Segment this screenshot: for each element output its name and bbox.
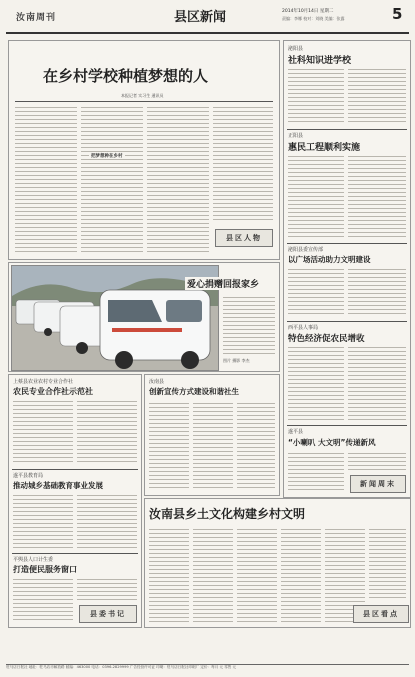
bottom-section-tag: 县区看点: [353, 605, 409, 623]
photo-caption-text: [223, 295, 275, 355]
right-item-1-kicker: 泌阳县: [288, 46, 304, 52]
right-item-4-text-a: [288, 345, 344, 421]
page-number: 5: [392, 5, 403, 23]
lead-text-col-1: [15, 105, 77, 253]
right-item-3-text-b: [348, 267, 406, 317]
right-item-2-text-b: [348, 154, 406, 240]
bottom-text-b: [193, 527, 233, 623]
lead-text-col-3: [147, 105, 209, 253]
right-item-3-headline: 以广场活动助力文明建设: [288, 255, 371, 264]
left-item-2-headline: 推动城乡基础教育事业发展: [13, 481, 103, 490]
bottom-text-f: [369, 527, 406, 601]
right-column: [283, 40, 411, 498]
middle-text-b: [193, 401, 233, 491]
middle-story-box: [144, 374, 280, 496]
right-item-5-text-b: [348, 451, 406, 473]
lead-text-col-2: [81, 105, 143, 253]
lead-headline: 在乡村学校种植梦想的人: [43, 67, 209, 85]
newspaper-logo: 汝南周刊: [16, 13, 57, 23]
left-item-1-text-a: [13, 399, 73, 465]
right-rule-1: [287, 129, 407, 130]
bottom-text-a: [149, 527, 189, 623]
lead-text-col-4: [213, 105, 273, 223]
right-item-5-kicker: 遂平县: [288, 429, 304, 435]
left-item-3-headline: 打造便民服务窗口: [13, 565, 77, 574]
right-item-4-headline: 特色经济促农民增收: [288, 334, 365, 344]
right-rule-3: [287, 321, 407, 322]
left-rule-2: [12, 553, 138, 554]
photo-headline: 爱心捐赠回报家乡: [185, 277, 261, 290]
right-item-2-kicker: 正阳县: [288, 133, 304, 139]
dateline: 2014年10月14日 星期二: [282, 9, 334, 14]
middle-text-a: [149, 401, 189, 491]
lead-subhead: 把梦想种在乡村: [91, 154, 123, 159]
photo-story-box: [8, 262, 280, 372]
right-item-2-headline: 惠民工程顺利实施: [288, 143, 361, 153]
page-footer: 驻马店日报社 地址：驻马店市解放路 邮编：463000 电话：0396-2829999 广告经营许可证 印刷：驻马店日报社印刷厂 定价：每月 元 零售 元: [6, 664, 409, 673]
bottom-text-d: [281, 527, 321, 623]
left-item-3-kicker: 平舆县人口计生委: [13, 557, 54, 563]
bottom-text-c: [237, 527, 277, 623]
left-item-1-text-b: [77, 399, 137, 465]
right-item-4-text-b: [348, 345, 406, 421]
left-item-3-text-b: [77, 577, 137, 601]
left-section-tag: 县委书记: [79, 605, 137, 623]
left-item-3-text-a: [13, 577, 73, 621]
right-item-5-headline: “小喇叭 大文明”传递新风: [288, 438, 376, 447]
right-item-1-text-b: [348, 67, 406, 125]
right-item-1-headline: 社科知识进学校: [288, 56, 352, 66]
lead-rule: [15, 101, 273, 102]
middle-text-c: [237, 401, 275, 491]
right-item-3-text-a: [288, 267, 344, 317]
middle-kicker: 汝南县: [149, 379, 165, 385]
right-item-1-text-a: [288, 67, 344, 125]
middle-headline: 创新宣传方式建设和谐社生: [149, 387, 239, 396]
right-item-3-kicker: 泌阳县委宣传部: [288, 247, 324, 253]
editors-line: 责编：李娜 校对：刘晓 美编：张露: [282, 16, 345, 21]
right-item-2-text-a: [288, 154, 344, 240]
photo-caption-label: 图片 摄影 李杰: [223, 358, 250, 363]
left-item-2-text-b: [77, 493, 137, 549]
left-item-2-kicker: 遂平县教育局: [13, 473, 44, 479]
right-item-4-kicker: 西平县人事局: [288, 325, 319, 331]
bottom-story-box: [144, 498, 411, 628]
right-section-tag: 新闻周末: [350, 475, 406, 493]
left-lower-column: [8, 374, 142, 628]
left-item-1-kicker: 上蔡县农业农村专业合作社: [13, 379, 74, 385]
left-item-1-headline: 农民专业合作社示范社: [13, 387, 93, 396]
left-item-2-text-a: [13, 493, 73, 549]
left-rule-1: [12, 469, 138, 470]
lead-byline: 本报记者 实习生 通讯员: [121, 93, 164, 98]
right-item-5-text-a: [288, 451, 344, 491]
bottom-headline: 汝南县乡土文化构建乡村文明: [149, 507, 306, 521]
lead-story-box: [8, 40, 280, 260]
masthead: [6, 4, 409, 34]
right-rule-2: [287, 243, 407, 244]
right-rule-4: [287, 425, 407, 426]
section-title: 县区新闻: [174, 10, 227, 25]
lead-section-tag: 县区人物: [215, 229, 273, 247]
